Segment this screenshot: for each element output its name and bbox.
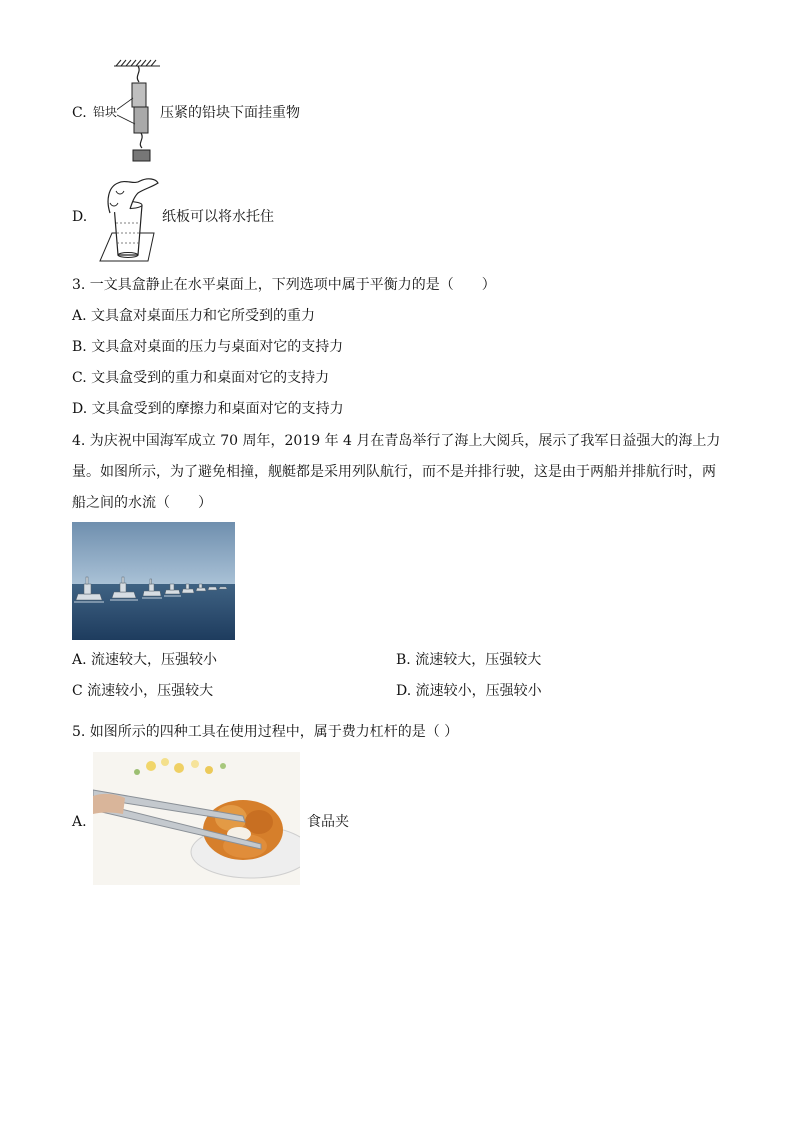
option-d-text: 纸板可以将水托住 [162, 209, 274, 225]
lead-block-label: 铅块 [93, 105, 118, 119]
hand [93, 794, 125, 814]
cup-paper-figure [92, 173, 160, 265]
question-3-option-a: A. 文具盒对桌面压力和它所受到的重力 [72, 308, 316, 324]
glass-cup [114, 205, 142, 255]
question-3-option-c: C. 文具盒受到的重力和桌面对它的支持力 [72, 370, 330, 386]
question-3-stem: 3. 一文具盒静止在水平桌面上，下列选项中属于平衡力的是（ ） [72, 277, 496, 293]
question-4-stem-line-2: 量。如图所示，为了避免相撞，舰艇都是采用列队航行，而不是并排行驶，这是由于两船并排航行时，两 [72, 464, 716, 480]
warships-photo [72, 522, 235, 640]
option-c-text: 压紧的铅块下面挂重物 [160, 105, 300, 121]
question-4-option-c: C 流速较小，压强较大 [72, 683, 214, 699]
question-4-stem-line-1: 4. 为庆祝中国海军成立 70 周年，2019 年 4 月在青岛举行了海上大阅兵，展示了我军日益强大的海上力 [72, 433, 721, 449]
food-tongs-photo [93, 752, 300, 885]
question-4-stem-line-3: 船之间的水流（ ） [72, 495, 212, 511]
question-4-option-a: A. 流速较大，压强较小 [72, 652, 218, 668]
question-5-stem: 5. 如图所示的四种工具在使用过程中，属于费力杠杆的是（ ） [72, 724, 459, 740]
hanging-weight [133, 150, 150, 161]
lower-lead-block [134, 107, 148, 133]
ceiling-hatch [114, 60, 160, 66]
upper-lead-block [132, 83, 146, 107]
question-3-option-d: D. 文具盒受到的摩擦力和桌面对它的支持力 [72, 401, 344, 417]
question-5-option-a-label: A. [72, 814, 87, 830]
pastry [203, 800, 283, 860]
question-4-option-d: D. 流速较小，压强较小 [396, 683, 542, 699]
option-d-label: D. [72, 209, 88, 225]
question-3-option-b: B. 文具盒对桌面的压力与桌面对它的支持力 [72, 339, 344, 355]
question-4-option-b: B. 流速较大，压强较大 [396, 652, 542, 668]
lower-hook [140, 133, 142, 148]
question-5-option-a-text: 食品夹 [307, 814, 349, 830]
upper-hook [137, 66, 139, 82]
option-c-label: C. [72, 105, 87, 121]
